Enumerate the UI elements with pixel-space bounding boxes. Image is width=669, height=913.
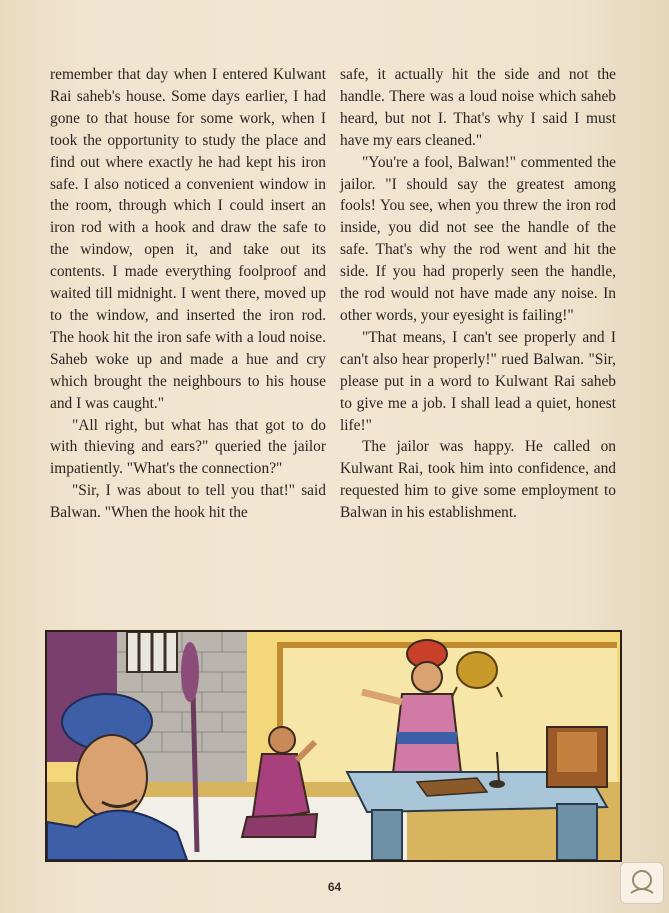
paragraph: "You're a fool, Balwan!" commented the jailor. "I should say the greatest among fools! You see, when you threw the iron rod inside, you did not see the handle of the safe. That's why the rod went and hit the side. If you had properly seen the handle, the rod would not have made any noise. In other words, your eyesight is failing!" xyxy=(340,153,616,324)
paragraph: "Sir, I was about to tell you that!" said Balwan. "When the hook hit the xyxy=(50,482,326,522)
paragraph: remember that day when I entered Kulwant Rai saheb's house. Some days earlier, I had gone to that house for some work, when I took the opportunity to study the place and find out where exactly he had kept his iron safe. I also noticed a convenient window in the room, through which I could insert an iron rod with a hook and draw the safe to the window, open it, and take out its contents. I made everything foolproof and waited till midnight. I went there, moved up to the window, and inserted the iron rod. The hook hit the iron safe with a loud noise. Saheb woke up and made a hue and cry which brought the neighbours to his house and I was caught." xyxy=(50,66,326,412)
paragraph: The jailor was happy. He called on Kulwant Rai, took him into confidence, and requested him to give some employment to Balwan in his establishment. xyxy=(340,438,616,522)
page-number: 64 xyxy=(327,880,342,894)
story-column-right xyxy=(340,64,616,524)
paragraph: safe, it actually hit the side and not the handle. There was a loud noise which saheb heard, but not I. That's why I said I must have my ears cleaned." xyxy=(340,66,616,149)
paragraph: "All right, but what has that got to do with thieving and ears?" queried the jailor impatiently. "What's the connection?" xyxy=(50,416,326,478)
window-bars xyxy=(127,632,177,672)
story-column-left xyxy=(50,64,326,524)
chair xyxy=(547,727,607,787)
paragraph: "That means, I can't see properly and I can't also hear properly!" rued Balwan. "Sir, please put in a word to Kulwant Rai saheb to give me a job. I shall lead a quiet, honest life!" xyxy=(340,328,616,434)
story-illustration xyxy=(45,630,622,862)
logo-icon xyxy=(620,862,664,904)
